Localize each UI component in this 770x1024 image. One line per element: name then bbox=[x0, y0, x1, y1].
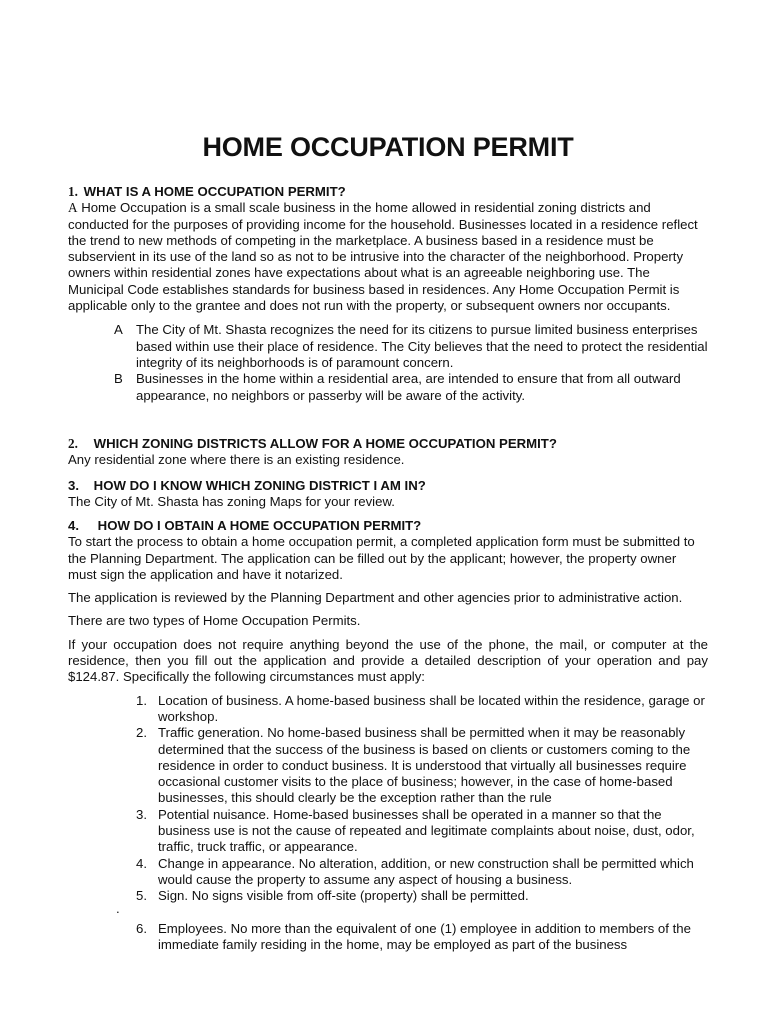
list-item-marker: A bbox=[114, 322, 123, 338]
section-3-number: 3. bbox=[68, 478, 79, 493]
list-item-text: Location of business. A home-based business shall be located within the residence, garage or workshop. bbox=[158, 692, 705, 724]
list-item-text: Traffic generation. No home-based business shall be permitted when it may be reasonably determined that the success of the business is based on clients or customers coming to the residence in order to conduct business. It is understood that virtually all businesses require occasional customer visits to the place of business; however, in the case of home-based businesses, this should clearly be the exception rather than the rule bbox=[158, 725, 691, 806]
section-1-list bbox=[68, 322, 708, 403]
list-item bbox=[68, 725, 708, 806]
section-1-first-letter: A bbox=[68, 200, 78, 216]
section-3-heading-text: HOW DO I KNOW WHICH ZONING DISTRICT I AM IN? bbox=[93, 478, 426, 493]
section-3-heading bbox=[68, 478, 708, 494]
section-2-number: 2. bbox=[68, 436, 78, 451]
section-4-list bbox=[68, 693, 708, 905]
section-4-heading-text: HOW DO I OBTAIN A HOME OCCUPATION PERMIT? bbox=[97, 518, 422, 533]
section-2 bbox=[68, 436, 708, 469]
section-4-paragraph-4: If your occupation does not require anything beyond the use of the phone, the mail, or computer at the residence, then you fill out the application and provide a detailed description of your operation and pay $124.87. Specifically the following circumstances must apply: bbox=[68, 636, 708, 685]
section-2-heading bbox=[68, 436, 708, 452]
section-4 bbox=[68, 518, 708, 953]
section-4-paragraph-1: To start the process to obtain a home occupation permit, a completed application form must be submitted to the Planning Department. The application can be filled out by the applicant; however, the property owner must sign the application and have it notarized. bbox=[68, 534, 695, 582]
section-1-body-text: Home Occupation is a small scale business in the home allowed in residential zoning districts and conducted for the purposes of providing income for the household. Businesses located in a residence reflect the trend to new methods of competing in the marketplace. A business based in a residence must be subservient in its use of the land so as not to be intrusive into the character of the neighborhood. Property owners within residential zones have expectations about what is an agreeable neighboring use. The Municipal Code establishes standards for business based in residences. Any Home Occupation Permit is applicable only to the grantee and does not run with the property, or subsequent owners nor occupants. bbox=[68, 200, 698, 314]
section-1-body bbox=[68, 200, 708, 314]
section-1-heading bbox=[68, 184, 708, 200]
list-item-marker: 3. bbox=[136, 806, 147, 822]
list-item bbox=[68, 322, 708, 371]
section-4-paragraph-3: There are two types of Home Occupation Permits. bbox=[68, 613, 361, 629]
list-item bbox=[68, 693, 708, 726]
page-title: HOME OCCUPATION PERMIT bbox=[202, 132, 574, 162]
list-item bbox=[68, 921, 708, 954]
document-page bbox=[68, 0, 708, 1024]
section-2-body: Any residential zone where there is an existing residence. bbox=[68, 452, 405, 468]
section-1 bbox=[68, 184, 708, 404]
section-1-number: 1. bbox=[68, 184, 78, 199]
list-item-marker: 2. bbox=[136, 725, 147, 741]
section-4-heading bbox=[68, 518, 708, 534]
section-2-heading-text: WHICH ZONING DISTRICTS ALLOW FOR A HOME OCCUPATION PERMIT? bbox=[93, 436, 557, 451]
section-4-list-continued bbox=[68, 921, 708, 954]
stray-mark: . bbox=[116, 900, 120, 916]
list-item-text: Employees. No more than the equivalent of one (1) employee in addition to members of the immediate family residing in the home, may be employed as part of the business bbox=[158, 920, 691, 952]
section-1-heading-text: WHAT IS A HOME OCCUPATION PERMIT? bbox=[83, 184, 346, 199]
stray-mark-line bbox=[68, 900, 708, 921]
list-item bbox=[68, 807, 708, 856]
list-item bbox=[68, 371, 708, 404]
list-item bbox=[68, 856, 708, 889]
list-item-marker: 1. bbox=[136, 692, 147, 708]
list-item-marker: 6. bbox=[136, 920, 147, 936]
list-item-marker: 4. bbox=[136, 855, 147, 871]
section-3-body: The City of Mt. Shasta has zoning Maps for your review. bbox=[68, 494, 395, 510]
list-item bbox=[68, 888, 708, 904]
section-4-number: 4. bbox=[68, 518, 79, 533]
section-3 bbox=[68, 478, 708, 511]
list-item-text: Change in appearance. No alteration, addition, or new construction shall be permitted which would cause the property to assume any aspect of housing a business. bbox=[158, 855, 694, 887]
section-4-paragraph-2: The application is reviewed by the Planning Department and other agencies prior to administrative action. bbox=[68, 590, 683, 606]
list-item-marker: 5. bbox=[136, 888, 147, 904]
list-item-marker: B bbox=[114, 371, 123, 387]
list-item-text: Potential nuisance. Home-based businesses shall be operated in a manner so that the business use is not the cause of repeated and legitimate complaints about noise, dust, odor, traffic, truck traffic, or appearance. bbox=[158, 806, 695, 855]
list-item-text: Businesses in the home within a residential area, are intended to ensure that from all outward appearance, no neighbors or passerby will be aware of the activity. bbox=[136, 371, 681, 403]
list-item-text: Sign. No signs visible from off-site (property) shall be permitted. bbox=[158, 888, 529, 904]
list-item-text: The City of Mt. Shasta recognizes the need for its citizens to pursue limited business enterprises based within use their place of residence. The City believes that the need to protect the residential integrity of its neighborhoods is of paramount concern. bbox=[136, 322, 708, 370]
